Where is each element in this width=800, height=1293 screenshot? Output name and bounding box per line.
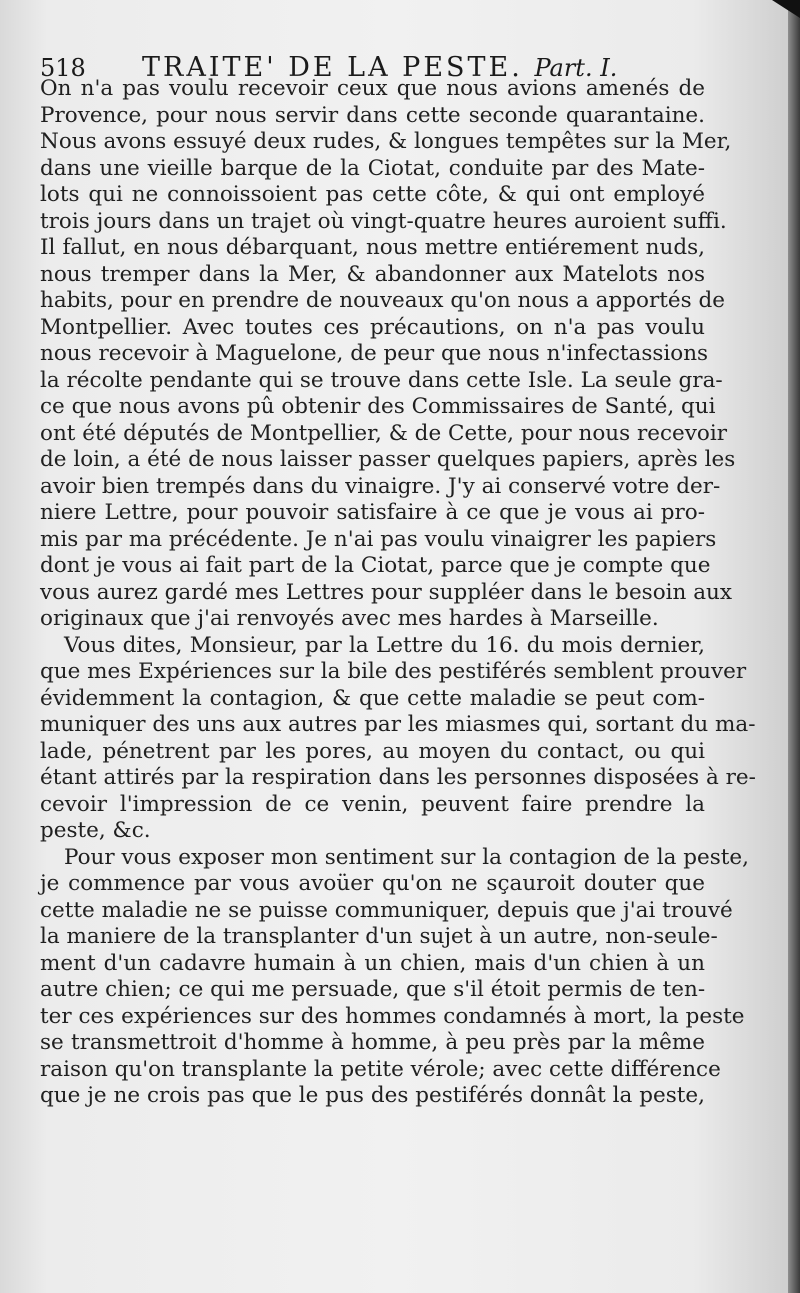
- text-line: nous tremper dans la Mer, & abandonner aux Matelots nos: [40, 261, 705, 287]
- book-gutter-shadow: [788, 0, 800, 1293]
- text-line: que mes Expériences sur la bile des pestiférés semblent prouver: [40, 659, 747, 684]
- text-line: Il fallut, en nous débarquant, nous mettre entiérement nuds,: [40, 235, 705, 260]
- text-line: ment d'un cadavre humain à un chien, mais d'un chien à un: [40, 950, 705, 976]
- text-line: la récolte pendante qui se trouve dans cette Isle. La seule gra-: [40, 367, 723, 393]
- text-line: dans une vieille barque de la Ciotat, conduite par des Mate-: [40, 155, 705, 181]
- text-line: On n'a pas voulu recevoir ceux que nous avions amenés de: [40, 76, 705, 101]
- text-line: de loin, a été de nous laisser passer quelques papiers, après les: [40, 447, 736, 472]
- text-line: évidemment la contagion, & que cette maladie se peut com-: [40, 685, 705, 711]
- text-line: je commence par vous avoüer qu'on ne sçauroit douter que: [40, 871, 705, 896]
- text-line: autre chien; ce qui me persuade, que s'il étoit permis de ten-: [40, 977, 706, 1002]
- text-line: que je ne crois pas que le pus des pestiférés donnât la peste,: [40, 1083, 705, 1108]
- text-line: peste, &c.: [40, 818, 151, 843]
- text-line: Vous dites, Monsieur, par la Lettre du 16. du mois dernier,: [64, 632, 705, 658]
- text-line: originaux que j'ai renvoyés avec mes hardes à Marseille.: [40, 606, 659, 631]
- text-line: nous recevoir à Maguelone, de peur que nous n'infectassions: [40, 341, 709, 366]
- text-line: avoir bien trempés dans du vinaigre. J'y ai conservé votre der-: [40, 473, 721, 499]
- page-number: 518: [40, 54, 86, 82]
- text-line: ont été députés de Montpellier, & de Cette, pour nous recevoir: [40, 420, 728, 446]
- text-line: lade, pénetrent par les pores, au moyen du contact, ou qui: [40, 738, 705, 764]
- text-line: lots qui ne connoissoient pas cette côte, & qui ont employé: [40, 182, 705, 207]
- text-line: cevoir l'impression de ce venin, peuvent faire prendre la: [40, 791, 705, 817]
- text-line: se transmettroit d'homme à homme, à peu près par la même: [40, 1030, 705, 1055]
- text-line: dont je vous ai fait part de la Ciotat, parce que je compte que: [40, 553, 711, 578]
- text-line: Nous avons essuyé deux rudes, & longues tempêtes sur la Mer,: [40, 129, 732, 154]
- text-line: mis par ma précédente. Je n'ai pas voulu vinaigrer les papiers: [40, 526, 717, 552]
- part-label: Part. I.: [534, 54, 618, 82]
- text-line: cette maladie ne se puisse communiquer, depuis que j'ai trouvé: [40, 897, 733, 923]
- text-line: trois jours dans un trajet où vingt-quatre heures auroient suffi.: [40, 208, 727, 234]
- text-line: raison qu'on transplante la petite vérole; avec cette différence: [40, 1056, 721, 1082]
- text-line: la maniere de la transplanter d'un sujet à un autre, non-seule-: [40, 924, 718, 949]
- text-line: Pour vous exposer mon sentiment sur la contagion de la peste,: [64, 844, 749, 870]
- running-title-text: TRAITE' DE LA PESTE.: [142, 52, 523, 83]
- text-line: ter ces expériences sur des hommes condamnés à mort, la peste: [40, 1003, 745, 1029]
- text-line: muniquer des uns aux autres par les miasmes qui, sortant du ma-: [40, 712, 756, 737]
- text-line: Montpellier. Avec toutes ces précautions, on n'a pas voulu: [40, 314, 705, 340]
- text-line: vous aurez gardé mes Lettres pour suppléer dans le besoin aux: [40, 579, 732, 605]
- body-text: [40, 76, 756, 1110]
- text-line: étant attirés par la respiration dans les personnes disposées à re-: [40, 765, 756, 790]
- text-line: niere Lettre, pour pouvoir satisfaire à ce que je vous ai pro-: [40, 500, 705, 525]
- text-line: Provence, pour nous servir dans cette seconde quarantaine.: [40, 102, 705, 128]
- text-line: habits, pour en prendre de nouveaux qu'on nous a apportés de: [40, 288, 725, 313]
- text-line: ce que nous avons pû obtenir des Commissaires de Santé, qui: [40, 394, 716, 419]
